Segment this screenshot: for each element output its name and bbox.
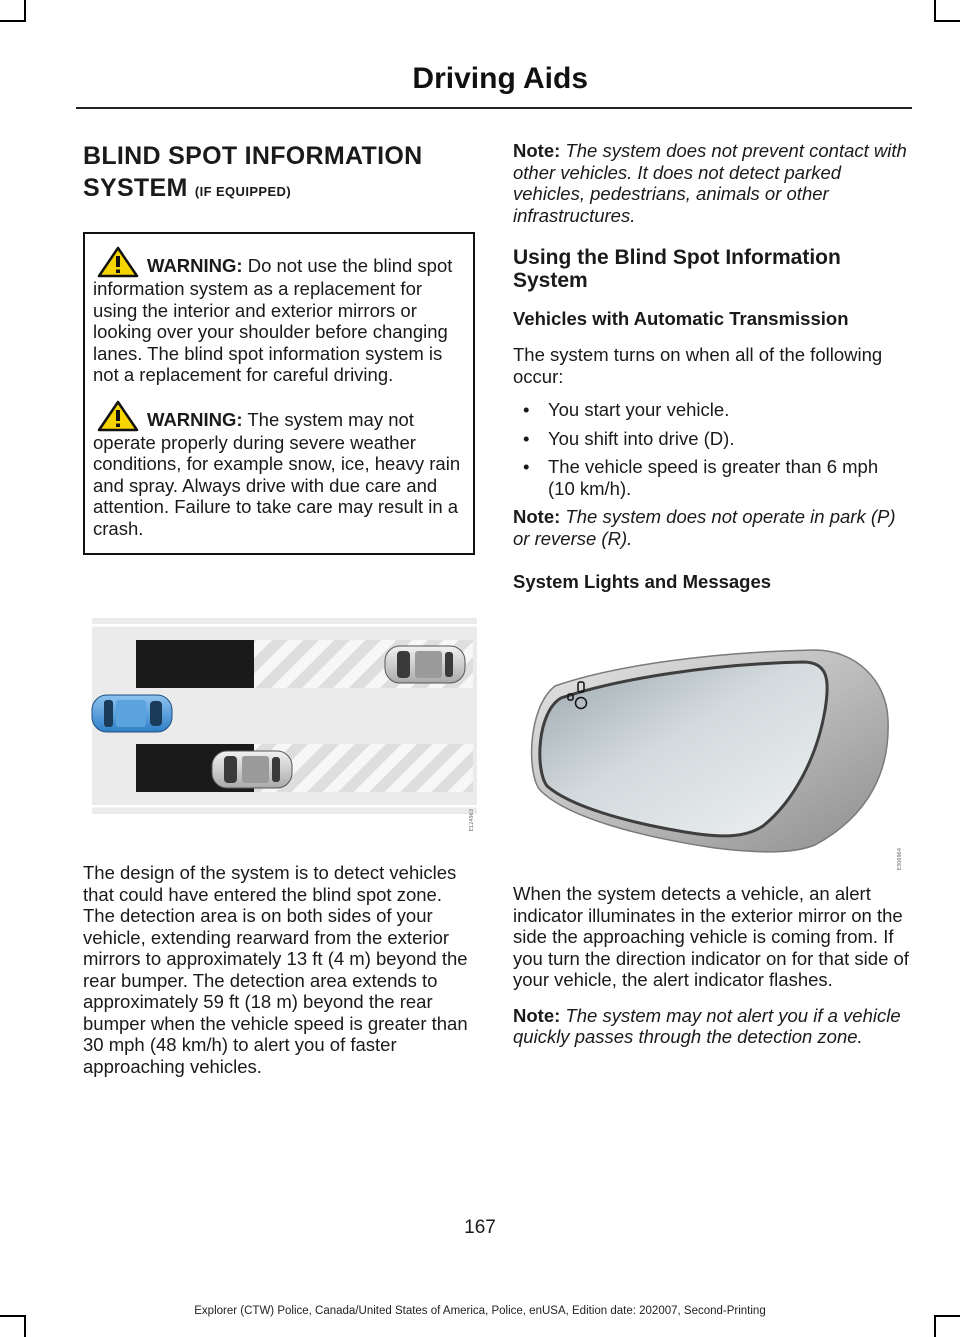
alert-description	[513, 883, 909, 1048]
warning-triangle-icon	[97, 246, 139, 278]
crop-mark	[0, 20, 26, 22]
note	[513, 506, 909, 549]
section-title	[83, 140, 475, 208]
own-vehicle	[92, 695, 172, 732]
footer-text: Explorer (CTW) Police, Canada/United States of America, Police, enUSA, Edition date: 202007, Second-Printing	[194, 1305, 766, 1317]
lane-line	[92, 624, 477, 627]
note	[513, 1005, 909, 1048]
section-title-second: SYSTEM	[83, 174, 188, 202]
warning-text: The system may not operate properly during severe weather conditions, for example snow, ice, heavy rain and spray. Always drive with due care and attention. Failure to take care may result in a crash.	[93, 408, 461, 539]
warning-label: WARNING:	[147, 408, 243, 430]
if-equipped-label: (IF EQUIPPED)	[194, 184, 292, 199]
crop-mark	[934, 1315, 936, 1337]
activation-conditions-list	[513, 399, 909, 499]
warning-triangle-icon	[97, 400, 139, 432]
figure-code: E306964	[897, 848, 903, 871]
warning-item	[93, 246, 465, 386]
lights-messages-heading: System Lights and Messages	[513, 571, 772, 592]
crop-mark	[24, 0, 26, 22]
note-label: Note:	[513, 506, 561, 527]
list-item: • The vehicle speed is greater than 6 mph (10 km/h).	[513, 456, 909, 499]
header-divider	[76, 107, 912, 109]
crop-mark	[24, 1315, 26, 1337]
note-label: Note:	[513, 1004, 561, 1026]
detection-paragraph: The design of the system is to detect vehicles that could have entered the blind spot zone. The detection area is on both sides of your vehicle, extending rearward from the exterior mirrors to approximately 13 ft (4 m) beyond the rear bumper. The detection area extends to approximately 59 ft (18 m) beyond the rear bumper when the vehicle speed is greater than 30 mph (48 km/h) to alert you of faster approaching vehicles.	[83, 862, 468, 1077]
warning-box	[83, 232, 475, 555]
automatic-transmission-heading: Vehicles with Automatic Transmission	[513, 308, 849, 329]
warning-item	[93, 400, 465, 540]
list-item: • You shift into drive (D).	[513, 428, 909, 450]
alert-paragraph: When the system detects a vehicle, an alert indicator illuminates in the exterior mirror on the side the approaching vehicle is coming from. If you turn the direction indicator on for that side of your vehicle, the alert indicator flashes.	[513, 883, 909, 990]
blind-spot-lane-diagram	[92, 618, 477, 832]
activation-intro: The system turns on when all of the following occur:	[513, 344, 883, 387]
note-text: The system does not prevent contact with other vehicles. It does not detect parked vehicles, pedestrians, animals or other infrastructures.	[513, 140, 907, 226]
crop-mark	[934, 20, 960, 22]
header-title: Driving Aids	[412, 62, 588, 95]
detection-area-description	[83, 862, 475, 1077]
note-text: The system may not alert you if a vehicle quickly passes through the detection zone.	[513, 1004, 901, 1047]
side-mirror-illustration	[525, 640, 905, 871]
lane-line	[92, 805, 477, 808]
note-text: The system does not operate in park (P) or reverse (R).	[513, 506, 896, 549]
left-column	[83, 140, 475, 555]
list-item: • You start your vehicle.	[513, 399, 909, 421]
approaching-vehicle-lower	[212, 751, 292, 788]
crop-mark	[934, 0, 936, 22]
section-title-main: BLIND SPOT INFORMATION	[83, 142, 423, 170]
warning-text: Do not use the blind spot information system as a replacement for using the interior and exterior mirrors or looking over your shoulder before changing lanes. The blind spot information system is not a replacement for careful driving.	[93, 255, 453, 385]
using-heading: Using the Blind Spot Information System	[513, 246, 841, 292]
note-label: Note:	[513, 140, 561, 161]
right-column	[513, 140, 909, 607]
page-number: 167	[464, 1217, 496, 1238]
detection-zone-near-upper	[136, 640, 254, 688]
warning-label: WARNING:	[147, 255, 243, 276]
approaching-vehicle-upper	[385, 646, 465, 683]
note	[513, 140, 909, 226]
figure-code: E124963	[469, 809, 475, 832]
